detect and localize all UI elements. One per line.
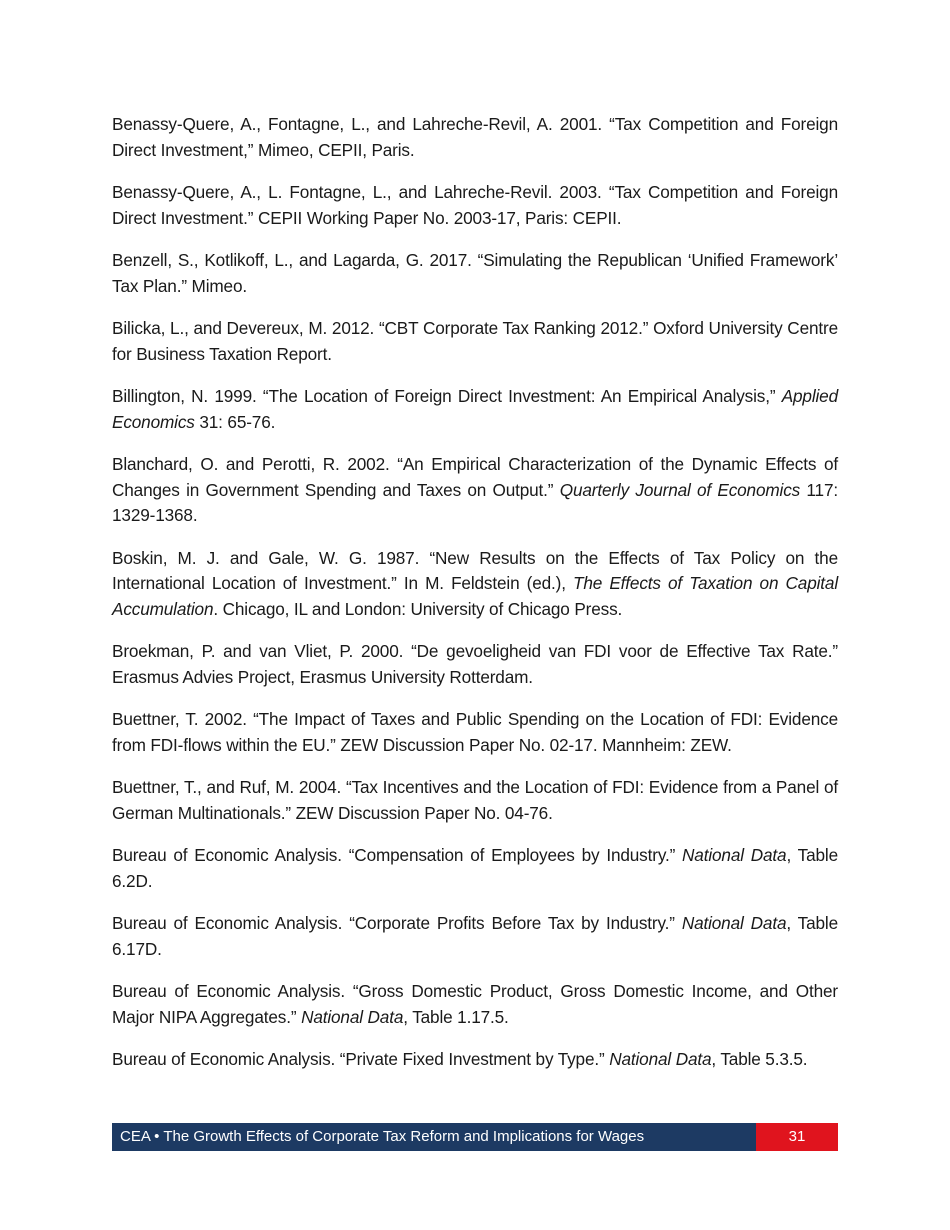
reference-entry: [112, 979, 838, 1030]
reference-text: Broekman, P. and van Vliet, P. 2000. “De gevoeligheid van FDI voor de Effective Tax Rate.” Erasmus Advies Project, Erasmus University Rotterdam.: [112, 641, 838, 687]
reference-text: Billington, N. 1999. “The Location of Foreign Direct Investment: An Empirical Analysis,”: [112, 386, 782, 406]
page-footer: [112, 1123, 838, 1151]
reference-italic-text: Quarterly Journal of Economics: [559, 479, 801, 500]
reference-text: Buettner, T., and Ruf, M. 2004. “Tax Incentives and the Location of FDI: Evidence from a Panel of German Multinationals.” ZEW Discussion Paper No. 04-76.: [112, 777, 838, 823]
reference-text: , Table 1.17.5.: [403, 1006, 509, 1027]
reference-text: Buettner, T. 2002. “The Impact of Taxes and Public Spending on the Location of FDI: Evidence from FDI-flows within the EU.” ZEW Discussion Paper No. 02-17. Mannheim: ZEW.: [112, 709, 838, 755]
reference-text: , Table 6.17D.: [112, 913, 838, 959]
reference-list: [112, 112, 838, 1090]
reference-entry: [112, 384, 838, 435]
reference-text: Benassy-Quere, A., Fontagne, L., and Lahreche-Revil, A. 2001. “Tax Competition and Foreign Direct Investment,” Mimeo, CEPII, Paris.: [112, 114, 838, 160]
reference-entry: [112, 248, 838, 299]
reference-text: Benassy-Quere, A., L. Fontagne, L., and Lahreche-Revil. 2003. “Tax Competition and Foreign Direct Investment.” CEPII Working Paper No. 2003-17, Paris: CEPII.: [112, 182, 838, 228]
reference-italic-text: National Data: [609, 1049, 712, 1069]
reference-text: , Table 5.3.5.: [711, 1049, 808, 1069]
reference-entry: [112, 1047, 838, 1073]
reference-italic-text: Applied Economics: [112, 386, 838, 432]
reference-text: Bureau of Economic Analysis. “Gross Domestic Product, Gross Domestic Income, and Other Major NIPA Aggregates.”: [112, 981, 838, 1027]
page-number: 31: [756, 1123, 838, 1151]
reference-text: Bureau of Economic Analysis. “Private Fixed Investment by Type.”: [112, 1049, 610, 1069]
reference-text: Bureau of Economic Analysis. “Compensation of Employees by Industry.”: [112, 845, 683, 865]
reference-entry: [112, 707, 838, 758]
reference-italic-text: The Effects of Taxation on Capital Accumulation: [112, 573, 838, 619]
reference-text: . Chicago, IL and London: University of Chicago Press.: [213, 598, 623, 619]
reference-entry: [112, 775, 838, 826]
reference-text: , Table 6.2D.: [112, 845, 838, 891]
reference-entry: [112, 639, 838, 690]
reference-entry: [112, 180, 838, 231]
reference-text: 117: 1329-1368.: [112, 479, 838, 525]
reference-entry: [112, 843, 838, 894]
reference-entry: [112, 452, 838, 529]
reference-entry: [112, 316, 838, 367]
reference-text: Boskin, M. J. and Gale, W. G. 1987. “New Results on the Effects of Tax Policy on the International Location of Investment.” In M. Feldstein (ed.),: [112, 547, 838, 593]
reference-text: Benzell, S., Kotlikoff, L., and Lagarda, G. 2017. “Simulating the Republican ‘Unified Framework’ Tax Plan.” Mimeo.: [112, 250, 838, 296]
footer-title: CEA • The Growth Effects of Corporate Tax Reform and Implications for Wages: [112, 1123, 756, 1151]
reference-italic-text: National Data: [681, 913, 787, 933]
reference-text: Bilicka, L., and Devereux, M. 2012. “CBT Corporate Tax Ranking 2012.” Oxford University Centre for Business Taxation Report.: [112, 318, 838, 364]
reference-text: 31: 65-76.: [194, 411, 276, 432]
reference-entry: [112, 546, 838, 623]
reference-entry: [112, 911, 838, 962]
reference-text: Blanchard, O. and Perotti, R. 2002. “An Empirical Characterization of the Dynamic Effects of Changes in Government Spending and Taxes on Output.”: [112, 454, 838, 500]
reference-italic-text: National Data: [682, 845, 787, 865]
reference-italic-text: National Data: [301, 1006, 404, 1027]
reference-text: Bureau of Economic Analysis. “Corporate Profits Before Tax by Industry.”: [112, 913, 682, 933]
reference-entry: [112, 112, 838, 163]
